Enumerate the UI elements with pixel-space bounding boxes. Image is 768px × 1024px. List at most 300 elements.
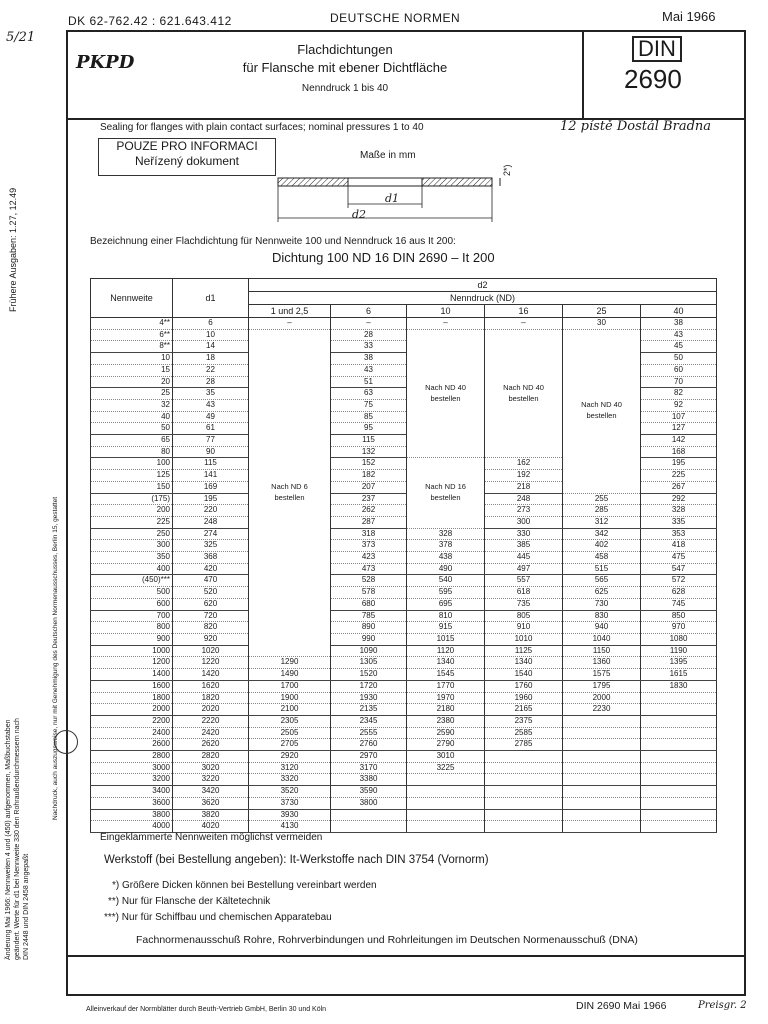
cell-nennweite: 3600 xyxy=(91,797,173,809)
reprint-notice: Nachdruck, auch auszugsweise, nur mit Genehmigung des Deutschen Normenausschusses, Berlin 15, gestattet xyxy=(52,496,59,820)
cell-d2 xyxy=(563,774,641,786)
order-note-cell xyxy=(407,329,485,458)
cell-d2: 85 xyxy=(331,411,407,423)
cell-d2: 2785 xyxy=(485,739,563,751)
table-row xyxy=(91,516,717,528)
table-row xyxy=(91,692,717,704)
cell-d2: 3120 xyxy=(249,762,331,774)
order-note-line: Nach ND 40 xyxy=(425,382,466,392)
table-row xyxy=(91,575,717,587)
cell-d2: 300 xyxy=(485,516,563,528)
cell-d2: 2970 xyxy=(331,751,407,763)
cell-d2: 2760 xyxy=(331,739,407,751)
cell-d2: 418 xyxy=(641,540,717,552)
cell-d2: – xyxy=(485,318,563,330)
cell-d2 xyxy=(641,762,717,774)
cell-nennweite: 250 xyxy=(91,528,173,540)
cell-d2: 162 xyxy=(485,458,563,470)
org-name: DEUTSCHE NORMEN xyxy=(330,11,461,25)
cell-d2: 628 xyxy=(641,587,717,599)
cell-d2: 335 xyxy=(641,516,717,528)
table-row xyxy=(91,329,717,341)
cell-d2 xyxy=(563,739,641,751)
table-row xyxy=(91,598,717,610)
cell-d2: 3380 xyxy=(331,774,407,786)
margin-note: 5/21 xyxy=(6,30,36,45)
table-row xyxy=(91,704,717,716)
cell-d2 xyxy=(407,797,485,809)
cell-d2: 92 xyxy=(641,399,717,411)
cell-d2: 830 xyxy=(563,610,641,622)
order-note-line: bestellen xyxy=(274,493,305,503)
cell-d2: 38 xyxy=(641,318,717,330)
cell-nennweite: 225 xyxy=(91,516,173,528)
cell-nennweite: 2600 xyxy=(91,739,173,751)
header-d2: d2 xyxy=(249,279,717,292)
cell-d1: 2220 xyxy=(173,715,249,727)
cell-d2: 2345 xyxy=(331,715,407,727)
cell-d1: 195 xyxy=(173,493,249,505)
cell-d2: 1120 xyxy=(407,645,485,657)
cell-nennweite: 32 xyxy=(91,399,173,411)
cell-d2: 3800 xyxy=(331,797,407,809)
table-row xyxy=(91,821,717,833)
cell-d1: 920 xyxy=(173,633,249,645)
table-row xyxy=(91,610,717,622)
handwritten-note: 12 pístě Dostál Bradna xyxy=(560,119,712,134)
cell-d1: 368 xyxy=(173,552,249,564)
header-pressure: 1 und 2,5 xyxy=(249,305,331,318)
header-pressure: 40 xyxy=(641,305,717,318)
cell-d2 xyxy=(563,821,641,833)
cell-d2 xyxy=(641,704,717,716)
cell-d2: 1125 xyxy=(485,645,563,657)
order-note-line: Nach ND 6 xyxy=(271,482,308,492)
cell-nennweite: 10 xyxy=(91,353,173,365)
cell-d2: 225 xyxy=(641,470,717,482)
cell-d2: 318 xyxy=(331,528,407,540)
cell-d2: 192 xyxy=(485,470,563,482)
cell-d2: 572 xyxy=(641,575,717,587)
cell-d2 xyxy=(641,727,717,739)
title-line-3: Nenndruck 1 bis 40 xyxy=(301,83,389,94)
cell-nennweite: (450)*** xyxy=(91,575,173,587)
cell-d2: 248 xyxy=(485,493,563,505)
cell-d2: 207 xyxy=(331,481,407,493)
cell-d2: 2920 xyxy=(249,751,331,763)
cell-d2: 28 xyxy=(331,329,407,341)
cell-d2: 578 xyxy=(331,587,407,599)
cell-d2: 680 xyxy=(331,598,407,610)
cell-d2: 595 xyxy=(407,587,485,599)
cell-d2: 565 xyxy=(563,575,641,587)
cell-d1: 14 xyxy=(173,341,249,353)
cell-nennweite: 8** xyxy=(91,341,173,353)
cell-d2 xyxy=(331,809,407,821)
cell-d2: – xyxy=(249,318,331,330)
cell-d1: 6 xyxy=(173,318,249,330)
cell-d2: 1520 xyxy=(331,669,407,681)
cell-d2: 1010 xyxy=(485,633,563,645)
order-note-cell xyxy=(485,329,563,458)
header-nenndruck: Nenndruck (ND) xyxy=(249,292,717,305)
cell-d2 xyxy=(563,809,641,821)
cell-d2: 287 xyxy=(331,516,407,528)
cell-d2: 1360 xyxy=(563,657,641,669)
info-stamp xyxy=(98,138,276,176)
cell-d2: 273 xyxy=(485,505,563,517)
cell-d2 xyxy=(407,821,485,833)
cell-d1: 2420 xyxy=(173,727,249,739)
order-note-cell xyxy=(249,329,331,657)
cell-d2 xyxy=(563,797,641,809)
cell-d2: 1545 xyxy=(407,669,485,681)
committee: Fachnormenausschuß Rohre, Rohrverbindungen und Rohrleitungen im Deutschen Normenausschuß (DNA) xyxy=(136,934,638,946)
cell-d1: 420 xyxy=(173,563,249,575)
cell-d2: 2165 xyxy=(485,704,563,716)
table-row xyxy=(91,318,717,330)
cell-nennweite: 600 xyxy=(91,598,173,610)
cell-d2: 218 xyxy=(485,481,563,493)
cell-nennweite: 2400 xyxy=(91,727,173,739)
cell-nennweite: 800 xyxy=(91,622,173,634)
cell-d2 xyxy=(407,809,485,821)
header-pressure: 16 xyxy=(485,305,563,318)
table-row xyxy=(91,797,717,809)
order-note-line: Nach ND 40 xyxy=(581,400,622,410)
cell-d2: 285 xyxy=(563,505,641,517)
cell-nennweite: (175) xyxy=(91,493,173,505)
header-pressure: 6 xyxy=(331,305,407,318)
table-row xyxy=(91,715,717,727)
cell-d2: 328 xyxy=(407,528,485,540)
cell-d2: 262 xyxy=(331,505,407,517)
cell-d2: 735 xyxy=(485,598,563,610)
order-note-cell xyxy=(563,329,641,493)
cell-d1: 325 xyxy=(173,540,249,552)
change-note: Änderung Mai 1966: Nennweiten 4 und (450) aufgenommen, Maßbuchstaben geändert. Werte für d1 bei Nennweite 330 den Rohraußendurchmessern nach DIN 2448 und DIN 2458 angepaßt xyxy=(5,718,30,960)
cell-d2: 385 xyxy=(485,540,563,552)
cell-d2: 475 xyxy=(641,552,717,564)
cell-d2: 1575 xyxy=(563,669,641,681)
cell-d2: 1040 xyxy=(563,633,641,645)
cell-d2: 2585 xyxy=(485,727,563,739)
cell-d2: 168 xyxy=(641,446,717,458)
cell-nennweite: 150 xyxy=(91,481,173,493)
cell-d2: 940 xyxy=(563,622,641,634)
cell-nennweite: 125 xyxy=(91,470,173,482)
cell-d1: 3420 xyxy=(173,786,249,798)
cell-d2 xyxy=(485,786,563,798)
cell-d2: 312 xyxy=(563,516,641,528)
cell-d2: 2000 xyxy=(563,692,641,704)
cell-d1: 169 xyxy=(173,481,249,493)
cell-nennweite: 4** xyxy=(91,318,173,330)
cell-d2: 515 xyxy=(563,563,641,575)
cell-d2: 557 xyxy=(485,575,563,587)
cell-d2: 1540 xyxy=(485,669,563,681)
title-line-1: Flachdichtungen xyxy=(297,42,393,57)
cell-d2: 1615 xyxy=(641,669,717,681)
cell-d2: 2100 xyxy=(249,704,331,716)
cell-d2: 805 xyxy=(485,610,563,622)
cell-d1: 28 xyxy=(173,376,249,388)
english-title: Sealing for flanges with plain contact surfaces; nominal pressures 1 to 40 xyxy=(100,122,424,133)
cell-nennweite: 2800 xyxy=(91,751,173,763)
cell-d2: 990 xyxy=(331,633,407,645)
cell-d2: 127 xyxy=(641,423,717,435)
order-note-line: bestellen xyxy=(586,411,617,421)
cell-nennweite: 2200 xyxy=(91,715,173,727)
pkpd-logo: PKPD xyxy=(76,52,135,73)
cell-d1: 470 xyxy=(173,575,249,587)
cell-d2: 1090 xyxy=(331,645,407,657)
cell-d2 xyxy=(331,821,407,833)
cell-d1: 115 xyxy=(173,458,249,470)
cell-nennweite: 1400 xyxy=(91,669,173,681)
cell-d2: 182 xyxy=(331,470,407,482)
table-row xyxy=(91,739,717,751)
cell-d2: 63 xyxy=(331,388,407,400)
cell-d2: 378 xyxy=(407,540,485,552)
cell-d1: 77 xyxy=(173,435,249,447)
cell-d2: 267 xyxy=(641,481,717,493)
cell-d1: 2820 xyxy=(173,751,249,763)
cell-d2: 1760 xyxy=(485,680,563,692)
cell-d2: 38 xyxy=(331,353,407,365)
cell-d2: 3170 xyxy=(331,762,407,774)
table-row xyxy=(91,505,717,517)
cell-d2: 2305 xyxy=(249,715,331,727)
table-row xyxy=(91,762,717,774)
earlier-editions: Frühere Ausgaben: 1.27, 12.49 xyxy=(8,187,18,312)
cell-d1: 90 xyxy=(173,446,249,458)
cell-d2: 810 xyxy=(407,610,485,622)
cell-d2: 438 xyxy=(407,552,485,564)
cell-d2: 1190 xyxy=(641,645,717,657)
cell-d1: 248 xyxy=(173,516,249,528)
title-line-2: für Flansche mit ebener Dichtfläche xyxy=(242,60,448,75)
cell-d2: 1015 xyxy=(407,633,485,645)
cell-d2 xyxy=(641,751,717,763)
cell-d2: 3225 xyxy=(407,762,485,774)
cell-d2: 618 xyxy=(485,587,563,599)
cell-d1: 620 xyxy=(173,598,249,610)
thickness-label: 2*) xyxy=(502,164,512,176)
cell-d2: 1080 xyxy=(641,633,717,645)
cell-d1: 10 xyxy=(173,329,249,341)
footnote-3: ***) Nur für Schiffbau und chemischen Apparatebau xyxy=(104,912,332,923)
cell-d2: 910 xyxy=(485,622,563,634)
order-note-cell xyxy=(407,458,485,528)
table-row xyxy=(91,528,717,540)
cell-d2 xyxy=(563,762,641,774)
cell-d1: 3620 xyxy=(173,797,249,809)
cell-nennweite: 3800 xyxy=(91,809,173,821)
cell-d2: 490 xyxy=(407,563,485,575)
cell-nennweite: 1800 xyxy=(91,692,173,704)
cell-d2: 2790 xyxy=(407,739,485,751)
din-label: DIN xyxy=(632,36,682,62)
cell-d2 xyxy=(485,809,563,821)
cell-d2 xyxy=(563,786,641,798)
cell-d2: 2380 xyxy=(407,715,485,727)
table-row xyxy=(91,809,717,821)
designation-example: Dichtung 100 ND 16 DIN 2690 – It 200 xyxy=(272,250,495,265)
cell-d2: 330 xyxy=(485,528,563,540)
cell-d2: 51 xyxy=(331,376,407,388)
cell-nennweite: 3200 xyxy=(91,774,173,786)
order-note-line: bestellen xyxy=(430,493,461,503)
cell-d2: 60 xyxy=(641,364,717,376)
cell-d2: 1290 xyxy=(249,657,331,669)
cell-d1: 35 xyxy=(173,388,249,400)
table-row xyxy=(91,669,717,681)
cell-d1: 3220 xyxy=(173,774,249,786)
cell-d2: 1830 xyxy=(641,680,717,692)
cell-d2 xyxy=(485,797,563,809)
cell-d1: 1220 xyxy=(173,657,249,669)
cell-nennweite: 20 xyxy=(91,376,173,388)
cell-nennweite: 1200 xyxy=(91,657,173,669)
cell-d2: 473 xyxy=(331,563,407,575)
d2-label: d2 xyxy=(352,208,367,221)
cell-d2: 540 xyxy=(407,575,485,587)
footer-code: DIN 2690 Mai 1966 xyxy=(576,1000,667,1012)
cell-d2: 1395 xyxy=(641,657,717,669)
cell-d2: 195 xyxy=(641,458,717,470)
cell-nennweite: 3000 xyxy=(91,762,173,774)
cell-nennweite: 4000 xyxy=(91,821,173,833)
table-row xyxy=(91,727,717,739)
table-row xyxy=(91,645,717,657)
cell-d2 xyxy=(485,774,563,786)
cell-nennweite: 900 xyxy=(91,633,173,645)
issue-date: Mai 1966 xyxy=(662,9,716,24)
cell-d2 xyxy=(641,797,717,809)
header-pressure: 10 xyxy=(407,305,485,318)
cell-d2: 45 xyxy=(641,341,717,353)
cell-d2: 547 xyxy=(641,563,717,575)
cell-d2: 2555 xyxy=(331,727,407,739)
cell-d2: 1150 xyxy=(563,645,641,657)
cell-d2: 50 xyxy=(641,353,717,365)
cell-d2: 2505 xyxy=(249,727,331,739)
cell-d2: 423 xyxy=(331,552,407,564)
header-nennweite: Nennweite xyxy=(91,279,173,318)
cell-d2 xyxy=(563,727,641,739)
cell-d2: 1700 xyxy=(249,680,331,692)
cell-d2: 497 xyxy=(485,563,563,575)
cell-d2: 695 xyxy=(407,598,485,610)
cell-nennweite: 3400 xyxy=(91,786,173,798)
note-bracketed: Eingeklammerte Nennweiten möglichst vermeiden xyxy=(100,832,323,843)
cell-d2 xyxy=(563,751,641,763)
table-row xyxy=(91,552,717,564)
cell-d1: 22 xyxy=(173,364,249,376)
cell-nennweite: 700 xyxy=(91,610,173,622)
cell-d2: 33 xyxy=(331,341,407,353)
table-row xyxy=(91,563,717,575)
cell-d1: 720 xyxy=(173,610,249,622)
cell-d2: 970 xyxy=(641,622,717,634)
cell-d1: 3820 xyxy=(173,809,249,821)
footnote-2: **) Nur für Flansche der Kältetechnik xyxy=(108,896,271,907)
cell-d1: 1420 xyxy=(173,669,249,681)
table-row xyxy=(91,493,717,505)
cell-d2: – xyxy=(407,318,485,330)
cell-d2: 1900 xyxy=(249,692,331,704)
stamp-line-1: POUZE PRO INFORMACI xyxy=(116,139,258,153)
cell-d2: 3730 xyxy=(249,797,331,809)
header-din-divider xyxy=(582,30,584,118)
cell-nennweite: 100 xyxy=(91,458,173,470)
cell-d2: 328 xyxy=(641,505,717,517)
table-row xyxy=(91,751,717,763)
cell-d1: 820 xyxy=(173,622,249,634)
cell-nennweite: 1000 xyxy=(91,645,173,657)
cell-d2: 1340 xyxy=(407,657,485,669)
cell-d2: 353 xyxy=(641,528,717,540)
cell-nennweite: 300 xyxy=(91,540,173,552)
cell-d2: 458 xyxy=(563,552,641,564)
cell-d1: 3020 xyxy=(173,762,249,774)
dimensions-table xyxy=(90,278,717,833)
cell-d1: 1820 xyxy=(173,692,249,704)
cell-d2 xyxy=(563,715,641,727)
cell-d2: 75 xyxy=(331,399,407,411)
cell-d2: 1930 xyxy=(331,692,407,704)
cell-d2: 342 xyxy=(563,528,641,540)
cell-d2: 132 xyxy=(331,446,407,458)
d1-label: d1 xyxy=(385,192,400,205)
table-row xyxy=(91,680,717,692)
cell-d2: 890 xyxy=(331,622,407,634)
order-note-line: bestellen xyxy=(508,393,539,403)
cell-d2: – xyxy=(331,318,407,330)
stamp-line-2: Neřízený dokument xyxy=(134,154,240,168)
cell-nennweite: 50 xyxy=(91,423,173,435)
cell-d2: 373 xyxy=(331,540,407,552)
cell-d2: 1970 xyxy=(407,692,485,704)
cell-d2: 3930 xyxy=(249,809,331,821)
order-note-line: bestellen xyxy=(430,393,461,403)
cell-d2 xyxy=(485,762,563,774)
cell-d1: 4020 xyxy=(173,821,249,833)
cell-d2: 152 xyxy=(331,458,407,470)
cell-d2: 30 xyxy=(563,318,641,330)
cell-d2: 3010 xyxy=(407,751,485,763)
cell-nennweite: 40 xyxy=(91,411,173,423)
cell-d2: 3520 xyxy=(249,786,331,798)
cell-d2: 43 xyxy=(641,329,717,341)
designation-intro: Bezeichnung einer Flachdichtung für Nennweite 100 und Nenndruck 16 aus It 200: xyxy=(90,236,456,247)
table-row xyxy=(91,540,717,552)
cell-d2: 2135 xyxy=(331,704,407,716)
cell-d2: 1795 xyxy=(563,680,641,692)
cell-nennweite: 15 xyxy=(91,364,173,376)
cell-d1: 1620 xyxy=(173,680,249,692)
cell-d2 xyxy=(641,774,717,786)
table-row xyxy=(91,786,717,798)
cell-d2: 745 xyxy=(641,598,717,610)
cell-d2: 445 xyxy=(485,552,563,564)
header-pressure: 25 xyxy=(563,305,641,318)
cell-nennweite: 2000 xyxy=(91,704,173,716)
cell-d2: 402 xyxy=(563,540,641,552)
cell-d2: 95 xyxy=(331,423,407,435)
cell-d2: 237 xyxy=(331,493,407,505)
